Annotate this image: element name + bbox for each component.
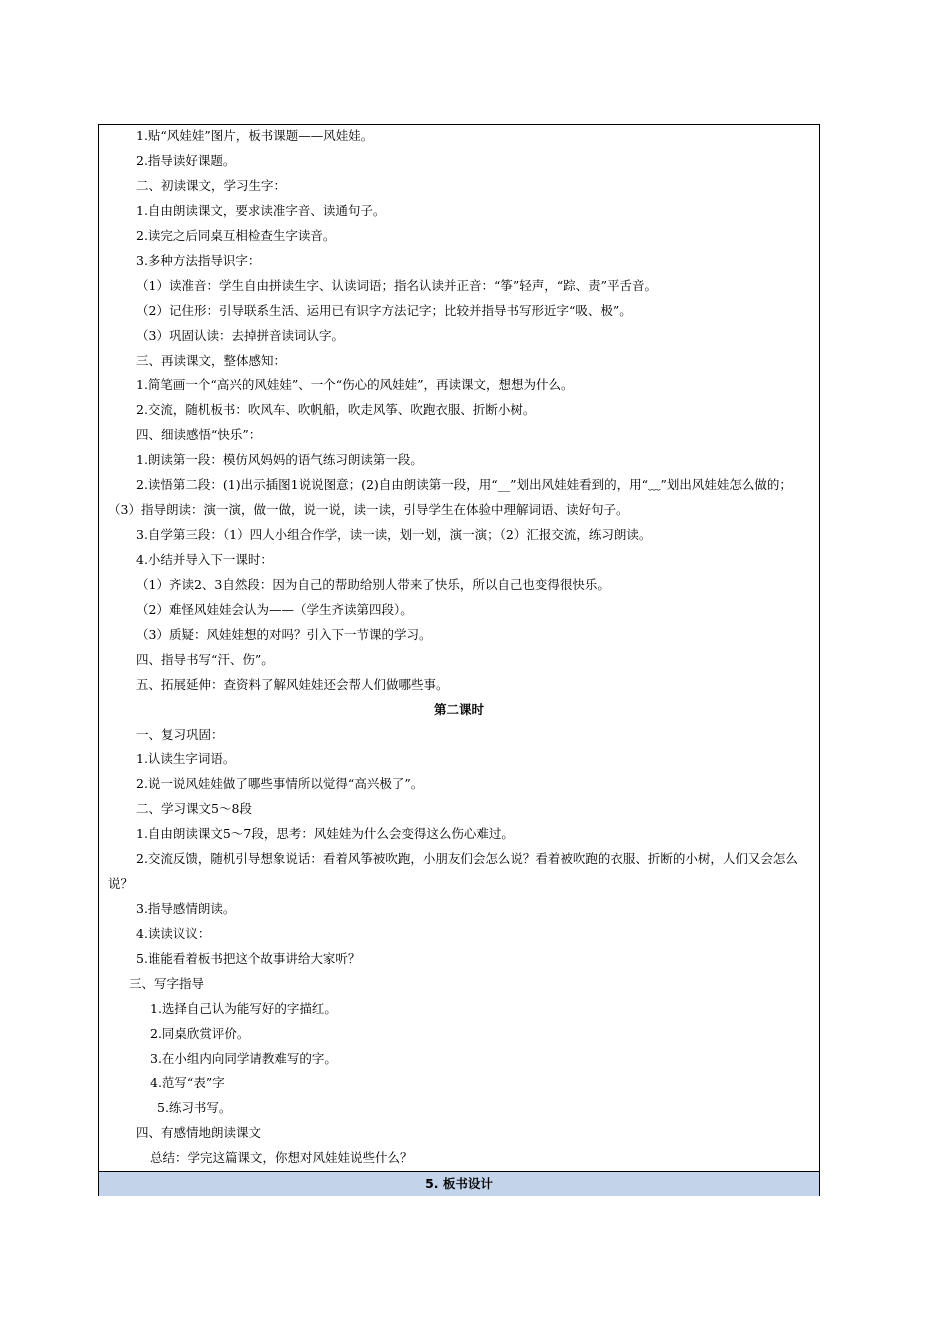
board-design-header: 5. 板书设计: [99, 1171, 819, 1196]
section-heading: 四、细读感悟“快乐”：: [136, 427, 262, 442]
lesson-content: [99, 125, 819, 1171]
text-line: 2.说一说风娃娃做了哪些事情所以觉得“高兴极了”。: [136, 776, 424, 791]
text-line: 1.选择自己认为能写好的字描红。: [150, 1001, 337, 1016]
text-line: 5.练习书写。: [157, 1100, 232, 1115]
text-line: 3.多种方法指导识字：: [136, 253, 261, 268]
summary-line: 总结：学完这篇课文，你想对风娃娃说些什么？: [150, 1150, 413, 1165]
text-paragraph: 2.读悟第二段：(1)出示插图1说说图意；(2)自由朗读第一段，用“__”划出风娃娃看到的，用“﹏”划出风娃娃怎么做的；（3）指导朗读：演一演，做一做，说一说，读一读，引导学生在体验中理解词语、读好句子。: [108, 477, 792, 517]
text-line: 1.朗读第一段：模仿风妈妈的语气练习朗读第一段。: [136, 452, 423, 467]
text-line: 1.简笔画一个“高兴的风娃娃”、一个“伤心的风娃娃”，再读课文，想想为什么。: [136, 377, 574, 392]
text-line: 3.指导感情朗读。: [136, 901, 236, 916]
text-line: 4.读读议议：: [136, 926, 211, 941]
section-heading: 三、写字指导: [129, 976, 205, 991]
text-line: 2.指导读好课题。: [136, 153, 236, 168]
text-line: 3.在小组内向同学请教难写的字。: [150, 1051, 337, 1066]
lesson-period-title: 第二课时: [433, 702, 484, 717]
text-line: （3）质疑：风娃娃想的对吗？引入下一节课的学习。: [136, 627, 432, 642]
section-heading: 三、再读课文，整体感知：: [136, 353, 287, 368]
text-line: 5.谁能看着板书把这个故事讲给大家听？: [136, 951, 361, 966]
text-line: 1.自由朗读课文5～7段，思考：风娃娃为什么会变得这么伤心难过。: [136, 826, 514, 841]
section-heading: 五、拓展延伸：查资料了解风娃娃还会帮人们做哪些事。: [136, 677, 449, 692]
section-heading: 四、有感情地朗读课文: [136, 1125, 262, 1140]
text-line: 3.自学第三段：（1）四人小组合作学，读一读，划一划，演一演；（2）汇报交流，练习朗读。: [136, 527, 652, 542]
section-heading: 一、复习巩固：: [136, 727, 224, 742]
text-line: 1.贴“风娃娃”图片，板书课题——风娃娃。: [136, 128, 374, 143]
text-line: （2）难怪风娃娃会认为——（学生齐读第四段）。: [136, 602, 413, 617]
text-line: 4.范写“表”字: [150, 1075, 225, 1090]
text-line: 1.认读生字词语。: [136, 751, 236, 766]
section-heading: 四、指导书写“汗、伤”。: [136, 652, 274, 667]
text-line: （1）读准音：学生自由拼读生字、认读词语；指名认读并正音：“筝”轻声，“踪、责”平舌音。: [136, 278, 658, 293]
text-line: （3）巩固认读：去掉拼音读词认字。: [136, 328, 344, 343]
text-line: （1）齐读2、3自然段：因为自己的帮助给别人带来了快乐，所以自己也变得很快乐。: [136, 577, 610, 592]
lesson-table: [98, 124, 820, 1196]
text-line: （2）记住形：引导联系生活、运用已有识字方法记字；比较并指导书写形近字“吸、极”。: [136, 303, 632, 318]
text-line: 4.小结并导入下一课时：: [136, 552, 273, 567]
text-paragraph: 2.交流反馈，随机引导想象说话：看着风筝被吹跑，小朋友们会怎么说？看着被吹跑的衣服、折断的小树，人们又会怎么说？: [108, 851, 798, 891]
text-line: 2.同桌欣赏评价。: [150, 1026, 250, 1041]
text-line: 1.自由朗读课文，要求读准字音、读通句子。: [136, 203, 386, 218]
text-line: 2.交流，随机板书：吹风车、吹帆船，吹走风筝、吹跑衣服、折断小树。: [136, 402, 536, 417]
section-heading: 二、学习课文5～8段: [136, 801, 252, 816]
section-heading: 二、初读课文，学习生字：: [136, 178, 287, 193]
text-line: 2.读完之后同桌互相检查生字读音。: [136, 228, 336, 243]
